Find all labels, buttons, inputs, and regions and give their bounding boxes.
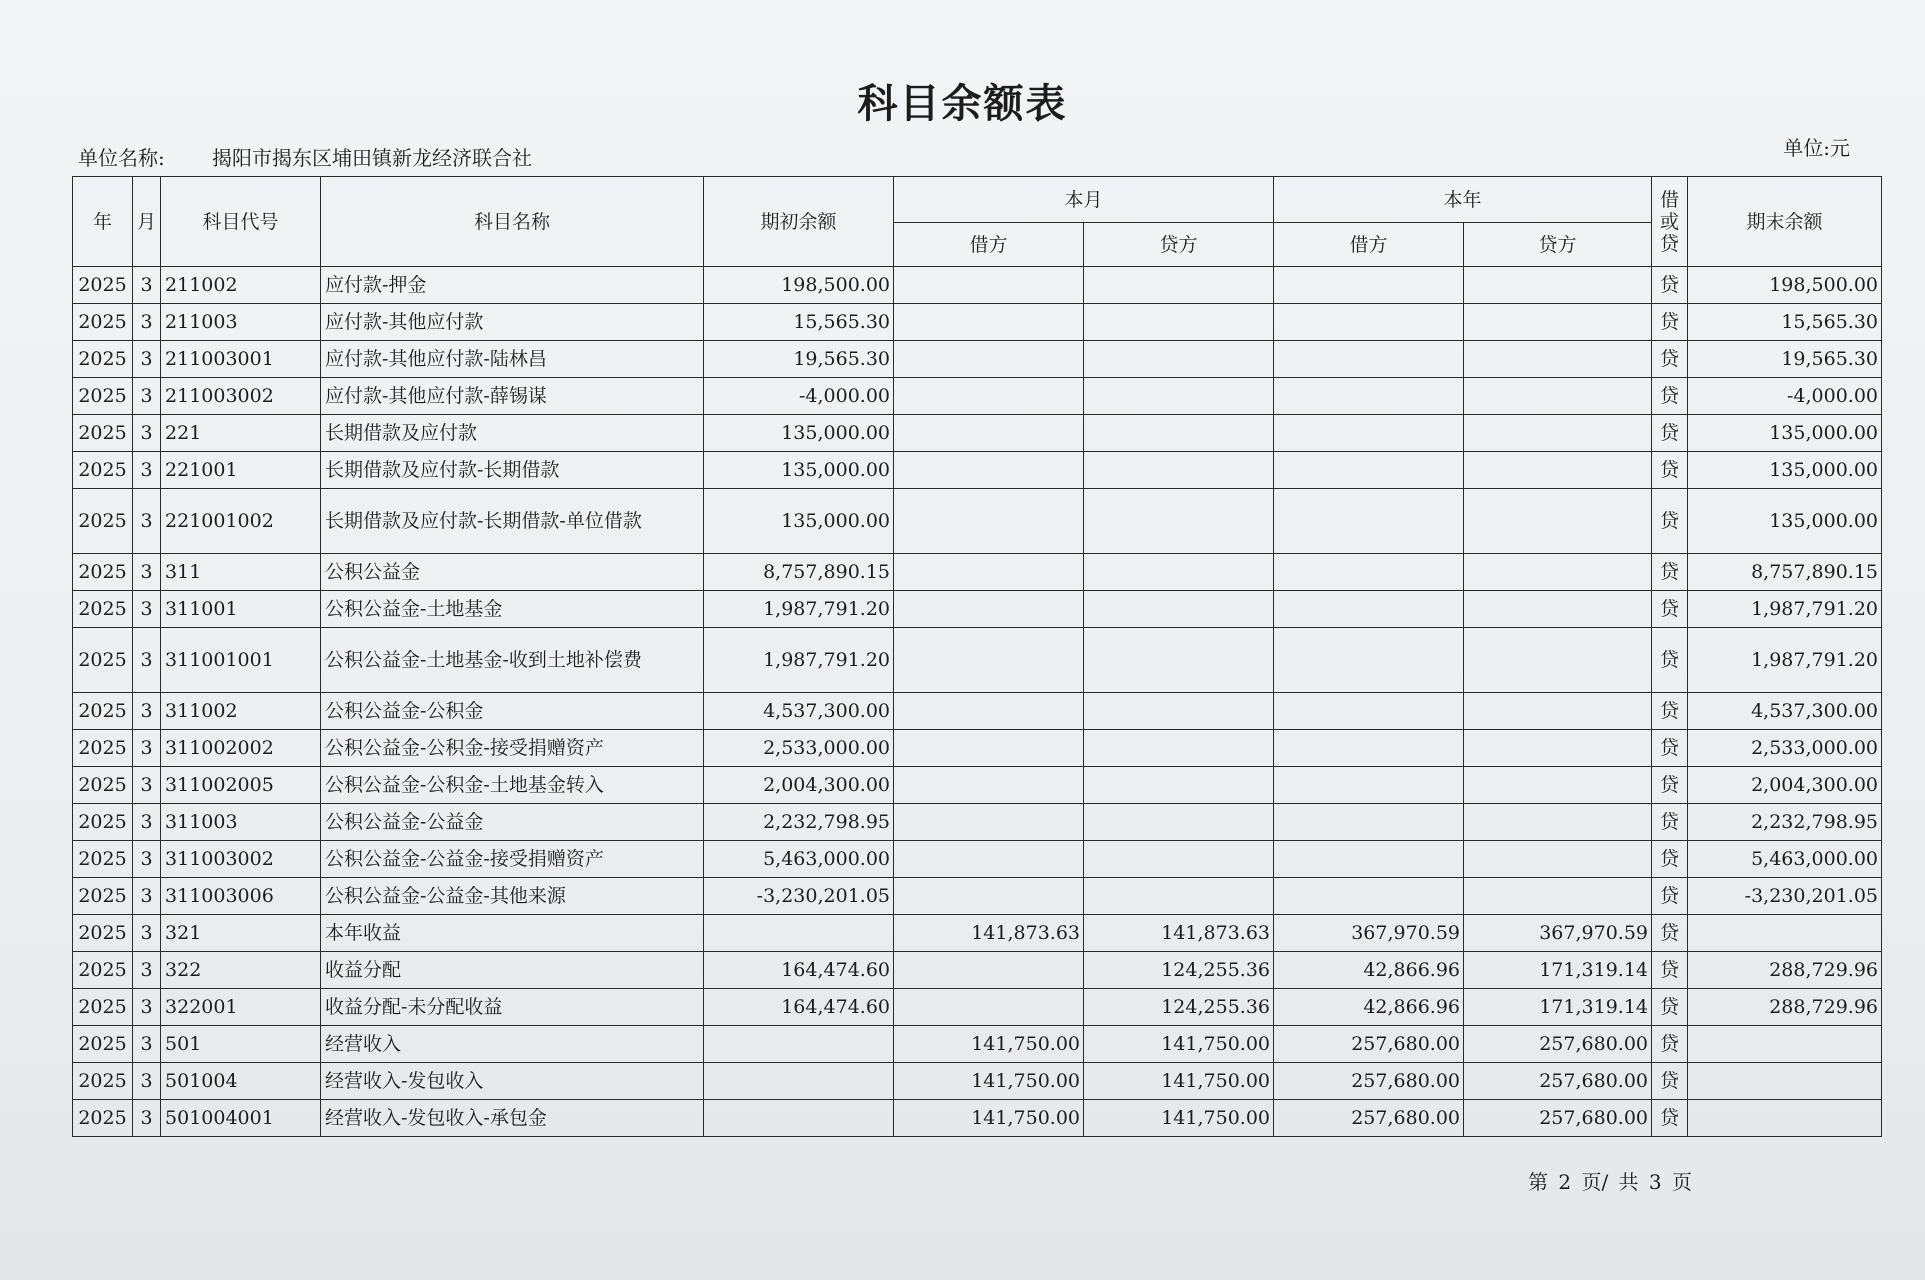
header-this-month: 本月: [894, 177, 1274, 223]
cell-year-credit: [1464, 730, 1652, 767]
cell-month-debit: [894, 489, 1084, 554]
cell-account-name: 公积公益金-公益金-其他来源: [321, 878, 704, 915]
cell-year-debit: [1274, 878, 1464, 915]
unit-name-label: 单位名称:: [78, 146, 165, 170]
cell-month-debit: 141,750.00: [894, 1026, 1084, 1063]
cell-closing-balance: 5,463,000.00: [1688, 841, 1882, 878]
cell-month: 3: [133, 591, 161, 628]
table-row: [73, 415, 1882, 452]
cell-year-debit: 42,866.96: [1274, 952, 1464, 989]
cell-opening-balance: 135,000.00: [704, 452, 894, 489]
cell-opening-balance: 135,000.00: [704, 415, 894, 452]
cell-account-name: 长期借款及应付款: [321, 415, 704, 452]
cell-direction: 贷: [1652, 304, 1688, 341]
cell-account-name: 应付款-押金: [321, 267, 704, 304]
cell-opening-balance: [704, 1063, 894, 1100]
cell-month-debit: [894, 693, 1084, 730]
currency-unit-label: 单位:元: [1783, 136, 1850, 160]
cell-closing-balance: 19,565.30: [1688, 341, 1882, 378]
cell-year-credit: 257,680.00: [1464, 1026, 1652, 1063]
cell-year-credit: [1464, 804, 1652, 841]
cell-month-credit: [1084, 415, 1274, 452]
cell-year-debit: [1274, 304, 1464, 341]
cell-month-debit: [894, 841, 1084, 878]
cell-opening-balance: [704, 1026, 894, 1063]
header-year: 年: [73, 177, 133, 267]
cell-account-code: 501004: [161, 1063, 321, 1100]
cell-month-credit: [1084, 628, 1274, 693]
cell-direction: 贷: [1652, 341, 1688, 378]
cell-year: 2025: [73, 489, 133, 554]
cell-year-debit: [1274, 415, 1464, 452]
table-row: [73, 878, 1882, 915]
cell-direction: 贷: [1652, 693, 1688, 730]
cell-account-code: 501: [161, 1026, 321, 1063]
header-direction-text: 借或贷: [1660, 188, 1680, 255]
cell-direction: 贷: [1652, 952, 1688, 989]
cell-opening-balance: 135,000.00: [704, 489, 894, 554]
cell-year-debit: [1274, 730, 1464, 767]
cell-account-name: 公积公益金-公积金-土地基金转入: [321, 767, 704, 804]
cell-year-credit: [1464, 489, 1652, 554]
cell-year-debit: [1274, 841, 1464, 878]
cell-month-credit: [1084, 267, 1274, 304]
cell-month-credit: [1084, 489, 1274, 554]
cell-closing-balance: 1,987,791.20: [1688, 628, 1882, 693]
cell-opening-balance: 1,987,791.20: [704, 591, 894, 628]
cell-account-code: 211003: [161, 304, 321, 341]
cell-month-credit: 124,255.36: [1084, 989, 1274, 1026]
cell-month-credit: [1084, 767, 1274, 804]
cell-opening-balance: 1,987,791.20: [704, 628, 894, 693]
table-row: [73, 952, 1882, 989]
cell-direction: 贷: [1652, 878, 1688, 915]
header-this-year: 本年: [1274, 177, 1652, 223]
cell-year-credit: [1464, 841, 1652, 878]
cell-direction: 贷: [1652, 767, 1688, 804]
cell-closing-balance: -4,000.00: [1688, 378, 1882, 415]
cell-account-code: 311002002: [161, 730, 321, 767]
cell-year-debit: [1274, 554, 1464, 591]
cell-year: 2025: [73, 452, 133, 489]
cell-month: 3: [133, 989, 161, 1026]
cell-direction: 贷: [1652, 554, 1688, 591]
cell-month: 3: [133, 767, 161, 804]
header-month: 月: [133, 177, 161, 267]
cell-year-credit: [1464, 554, 1652, 591]
cell-month: 3: [133, 452, 161, 489]
cell-account-code: 311001001: [161, 628, 321, 693]
cell-month-credit: 141,750.00: [1084, 1100, 1274, 1137]
cell-closing-balance: [1688, 1100, 1882, 1137]
cell-closing-balance: 1,987,791.20: [1688, 591, 1882, 628]
cell-account-code: 221001002: [161, 489, 321, 554]
cell-month-credit: 141,750.00: [1084, 1063, 1274, 1100]
cell-month: 3: [133, 804, 161, 841]
cell-month-debit: [894, 628, 1084, 693]
cell-opening-balance: 2,533,000.00: [704, 730, 894, 767]
page-title: 科目余额表: [857, 81, 1068, 127]
cell-year-debit: 257,680.00: [1274, 1100, 1464, 1137]
cell-account-code: 221001: [161, 452, 321, 489]
cell-month: 3: [133, 693, 161, 730]
cell-month-debit: [894, 804, 1084, 841]
cell-account-name: 公积公益金-土地基金-收到土地补偿费: [321, 628, 704, 693]
cell-direction: 贷: [1652, 989, 1688, 1026]
cell-account-name: 收益分配: [321, 952, 704, 989]
cell-account-name: 经营收入: [321, 1026, 704, 1063]
cell-month-credit: [1084, 693, 1274, 730]
cell-month-debit: [894, 730, 1084, 767]
header-direction: [1652, 177, 1688, 267]
cell-opening-balance: 198,500.00: [704, 267, 894, 304]
balance-table: [72, 176, 1882, 1137]
cell-year-debit: [1274, 378, 1464, 415]
cell-account-code: 221: [161, 415, 321, 452]
cell-month: 3: [133, 878, 161, 915]
cell-month-credit: [1084, 304, 1274, 341]
cell-year: 2025: [73, 804, 133, 841]
cell-month-debit: [894, 267, 1084, 304]
cell-month: 3: [133, 267, 161, 304]
table-row: [73, 693, 1882, 730]
cell-month-debit: [894, 952, 1084, 989]
table-header: [73, 177, 1882, 267]
table-row: [73, 804, 1882, 841]
cell-year-credit: [1464, 378, 1652, 415]
table-row: [73, 267, 1882, 304]
cell-opening-balance: 2,232,798.95: [704, 804, 894, 841]
cell-month-credit: [1084, 591, 1274, 628]
cell-closing-balance: 288,729.96: [1688, 989, 1882, 1026]
cell-month: 3: [133, 1063, 161, 1100]
cell-closing-balance: [1688, 915, 1882, 952]
cell-account-code: 211002: [161, 267, 321, 304]
cell-year: 2025: [73, 878, 133, 915]
cell-month: 3: [133, 341, 161, 378]
cell-direction: 贷: [1652, 591, 1688, 628]
cell-year: 2025: [73, 915, 133, 952]
cell-month-credit: [1084, 378, 1274, 415]
cell-month: 3: [133, 1026, 161, 1063]
cell-year: 2025: [73, 341, 133, 378]
balance-table-wrapper: [72, 176, 1882, 1137]
cell-account-name: 长期借款及应付款-长期借款-单位借款: [321, 489, 704, 554]
table-row: [73, 989, 1882, 1026]
cell-account-name: 经营收入-发包收入: [321, 1063, 704, 1100]
cell-year-debit: [1274, 341, 1464, 378]
cell-account-code: 321: [161, 915, 321, 952]
cell-account-code: 311001: [161, 591, 321, 628]
cell-year-debit: [1274, 489, 1464, 554]
table-row: [73, 1026, 1882, 1063]
cell-opening-balance: 2,004,300.00: [704, 767, 894, 804]
cell-account-code: 311003002: [161, 841, 321, 878]
cell-account-code: 501004001: [161, 1100, 321, 1137]
table-row: [73, 452, 1882, 489]
cell-year-credit: [1464, 878, 1652, 915]
cell-direction: 贷: [1652, 915, 1688, 952]
cell-year-debit: 257,680.00: [1274, 1063, 1464, 1100]
cell-direction: 贷: [1652, 628, 1688, 693]
table-body: [73, 267, 1882, 1137]
cell-opening-balance: 4,537,300.00: [704, 693, 894, 730]
table-row: [73, 915, 1882, 952]
cell-account-code: 311002: [161, 693, 321, 730]
cell-closing-balance: 2,004,300.00: [1688, 767, 1882, 804]
cell-account-name: 应付款-其他应付款-陆林昌: [321, 341, 704, 378]
table-row: [73, 304, 1882, 341]
cell-year: 2025: [73, 1026, 133, 1063]
cell-month-credit: [1084, 730, 1274, 767]
cell-account-name: 应付款-其他应付款: [321, 304, 704, 341]
cell-account-name: 收益分配-未分配收益: [321, 989, 704, 1026]
cell-month: 3: [133, 304, 161, 341]
cell-month: 3: [133, 915, 161, 952]
cell-year: 2025: [73, 415, 133, 452]
cell-month-credit: 141,750.00: [1084, 1026, 1274, 1063]
cell-year-credit: [1464, 693, 1652, 730]
table-row: [73, 841, 1882, 878]
cell-account-code: 211003002: [161, 378, 321, 415]
cell-account-name: 公积公益金-土地基金: [321, 591, 704, 628]
cell-month: 3: [133, 554, 161, 591]
cell-account-name: 公积公益金-公积金: [321, 693, 704, 730]
cell-year-credit: 367,970.59: [1464, 915, 1652, 952]
cell-month-debit: 141,750.00: [894, 1100, 1084, 1137]
cell-year-credit: [1464, 452, 1652, 489]
cell-year-credit: [1464, 267, 1652, 304]
cell-account-name: 公积公益金-公益金: [321, 804, 704, 841]
cell-month-credit: [1084, 841, 1274, 878]
cell-account-code: 311: [161, 554, 321, 591]
cell-closing-balance: 2,533,000.00: [1688, 730, 1882, 767]
cell-month: 3: [133, 1100, 161, 1137]
cell-year-debit: 367,970.59: [1274, 915, 1464, 952]
cell-year-credit: 257,680.00: [1464, 1063, 1652, 1100]
cell-year: 2025: [73, 767, 133, 804]
cell-year: 2025: [73, 267, 133, 304]
cell-closing-balance: 135,000.00: [1688, 489, 1882, 554]
cell-month-credit: [1084, 804, 1274, 841]
cell-opening-balance: [704, 915, 894, 952]
cell-year-credit: [1464, 341, 1652, 378]
cell-year-debit: [1274, 267, 1464, 304]
cell-direction: 贷: [1652, 415, 1688, 452]
cell-year-credit: 171,319.14: [1464, 952, 1652, 989]
cell-opening-balance: 5,463,000.00: [704, 841, 894, 878]
header-name: 科目名称: [321, 177, 704, 267]
table-row: [73, 489, 1882, 554]
cell-month-credit: [1084, 452, 1274, 489]
cell-year: 2025: [73, 554, 133, 591]
cell-month-credit: 141,873.63: [1084, 915, 1274, 952]
cell-month: 3: [133, 841, 161, 878]
cell-month-debit: [894, 452, 1084, 489]
cell-year: 2025: [73, 1063, 133, 1100]
cell-month: 3: [133, 378, 161, 415]
cell-closing-balance: [1688, 1063, 1882, 1100]
cell-year-debit: [1274, 628, 1464, 693]
cell-year-credit: [1464, 628, 1652, 693]
header-month-debit: 借方: [894, 223, 1084, 267]
cell-closing-balance: 2,232,798.95: [1688, 804, 1882, 841]
cell-account-code: 211003001: [161, 341, 321, 378]
cell-direction: 贷: [1652, 452, 1688, 489]
cell-month-credit: [1084, 554, 1274, 591]
cell-month-debit: [894, 415, 1084, 452]
cell-month-debit: 141,873.63: [894, 915, 1084, 952]
cell-closing-balance: 288,729.96: [1688, 952, 1882, 989]
unit-name-value: 揭阳市揭东区埔田镇新龙经济联合社: [212, 146, 532, 170]
cell-month-debit: [894, 554, 1084, 591]
cell-year-debit: [1274, 804, 1464, 841]
cell-year: 2025: [73, 952, 133, 989]
cell-year-credit: 171,319.14: [1464, 989, 1652, 1026]
table-row: [73, 554, 1882, 591]
cell-account-name: 公积公益金-公积金-接受捐赠资产: [321, 730, 704, 767]
cell-year: 2025: [73, 591, 133, 628]
cell-month: 3: [133, 730, 161, 767]
cell-year-debit: 42,866.96: [1274, 989, 1464, 1026]
cell-opening-balance: -3,230,201.05: [704, 878, 894, 915]
cell-month-debit: [894, 989, 1084, 1026]
cell-opening-balance: 164,474.60: [704, 952, 894, 989]
cell-direction: 贷: [1652, 1063, 1688, 1100]
cell-direction: 贷: [1652, 1100, 1688, 1137]
cell-opening-balance: 8,757,890.15: [704, 554, 894, 591]
cell-year: 2025: [73, 378, 133, 415]
cell-year: 2025: [73, 989, 133, 1026]
cell-account-code: 311003006: [161, 878, 321, 915]
cell-closing-balance: -3,230,201.05: [1688, 878, 1882, 915]
cell-account-name: 公积公益金-公益金-接受捐赠资产: [321, 841, 704, 878]
cell-year-credit: [1464, 767, 1652, 804]
table-row: [73, 1100, 1882, 1137]
cell-month-debit: [894, 341, 1084, 378]
cell-closing-balance: 135,000.00: [1688, 415, 1882, 452]
table-row: [73, 341, 1882, 378]
cell-year-credit: [1464, 591, 1652, 628]
cell-closing-balance: [1688, 1026, 1882, 1063]
header-year-debit: 借方: [1274, 223, 1464, 267]
cell-direction: 贷: [1652, 489, 1688, 554]
cell-year: 2025: [73, 841, 133, 878]
cell-opening-balance: 164,474.60: [704, 989, 894, 1026]
cell-year: 2025: [73, 628, 133, 693]
header-month-credit: 贷方: [1084, 223, 1274, 267]
cell-direction: 贷: [1652, 804, 1688, 841]
cell-year: 2025: [73, 304, 133, 341]
cell-month-debit: 141,750.00: [894, 1063, 1084, 1100]
cell-opening-balance: -4,000.00: [704, 378, 894, 415]
cell-opening-balance: [704, 1100, 894, 1137]
cell-year-credit: [1464, 415, 1652, 452]
cell-month-credit: [1084, 341, 1274, 378]
table-row: [73, 591, 1882, 628]
cell-month-debit: [894, 378, 1084, 415]
cell-month-debit: [894, 767, 1084, 804]
cell-direction: 贷: [1652, 378, 1688, 415]
header-opening-balance: 期初余额: [704, 177, 894, 267]
cell-opening-balance: 15,565.30: [704, 304, 894, 341]
table-row: [73, 730, 1882, 767]
cell-opening-balance: 19,565.30: [704, 341, 894, 378]
cell-year-credit: [1464, 304, 1652, 341]
cell-closing-balance: 198,500.00: [1688, 267, 1882, 304]
table-row: [73, 628, 1882, 693]
cell-direction: 贷: [1652, 730, 1688, 767]
cell-direction: 贷: [1652, 1026, 1688, 1063]
cell-closing-balance: 4,537,300.00: [1688, 693, 1882, 730]
cell-account-code: 311002005: [161, 767, 321, 804]
cell-account-name: 经营收入-发包收入-承包金: [321, 1100, 704, 1137]
cell-account-code: 322001: [161, 989, 321, 1026]
cell-month: 3: [133, 415, 161, 452]
cell-account-code: 311003: [161, 804, 321, 841]
cell-month: 3: [133, 952, 161, 989]
cell-year-debit: [1274, 767, 1464, 804]
table-row: [73, 767, 1882, 804]
cell-year-credit: 257,680.00: [1464, 1100, 1652, 1137]
cell-month: 3: [133, 628, 161, 693]
header-code: 科目代号: [161, 177, 321, 267]
cell-month-debit: [894, 304, 1084, 341]
cell-year: 2025: [73, 693, 133, 730]
table-row: [73, 378, 1882, 415]
cell-month: 3: [133, 489, 161, 554]
cell-account-name: 应付款-其他应付款-薛锡谋: [321, 378, 704, 415]
cell-month-debit: [894, 878, 1084, 915]
table-row: [73, 1063, 1882, 1100]
cell-account-code: 322: [161, 952, 321, 989]
cell-year-debit: [1274, 591, 1464, 628]
header-closing-balance: 期末余额: [1688, 177, 1882, 267]
header-year-credit: 贷方: [1464, 223, 1652, 267]
cell-account-name: 长期借款及应付款-长期借款: [321, 452, 704, 489]
cell-year-debit: 257,680.00: [1274, 1026, 1464, 1063]
cell-month-debit: [894, 591, 1084, 628]
cell-year-debit: [1274, 693, 1464, 730]
cell-direction: 贷: [1652, 841, 1688, 878]
cell-closing-balance: 15,565.30: [1688, 304, 1882, 341]
cell-account-name: 本年收益: [321, 915, 704, 952]
cell-year: 2025: [73, 1100, 133, 1137]
cell-month-credit: 124,255.36: [1084, 952, 1274, 989]
cell-account-name: 公积公益金: [321, 554, 704, 591]
cell-closing-balance: 135,000.00: [1688, 452, 1882, 489]
cell-year-debit: [1274, 452, 1464, 489]
cell-year: 2025: [73, 730, 133, 767]
page-number: 第 2 页/ 共 3 页: [1528, 1170, 1692, 1194]
cell-closing-balance: 8,757,890.15: [1688, 554, 1882, 591]
cell-month-credit: [1084, 878, 1274, 915]
cell-direction: 贷: [1652, 267, 1688, 304]
